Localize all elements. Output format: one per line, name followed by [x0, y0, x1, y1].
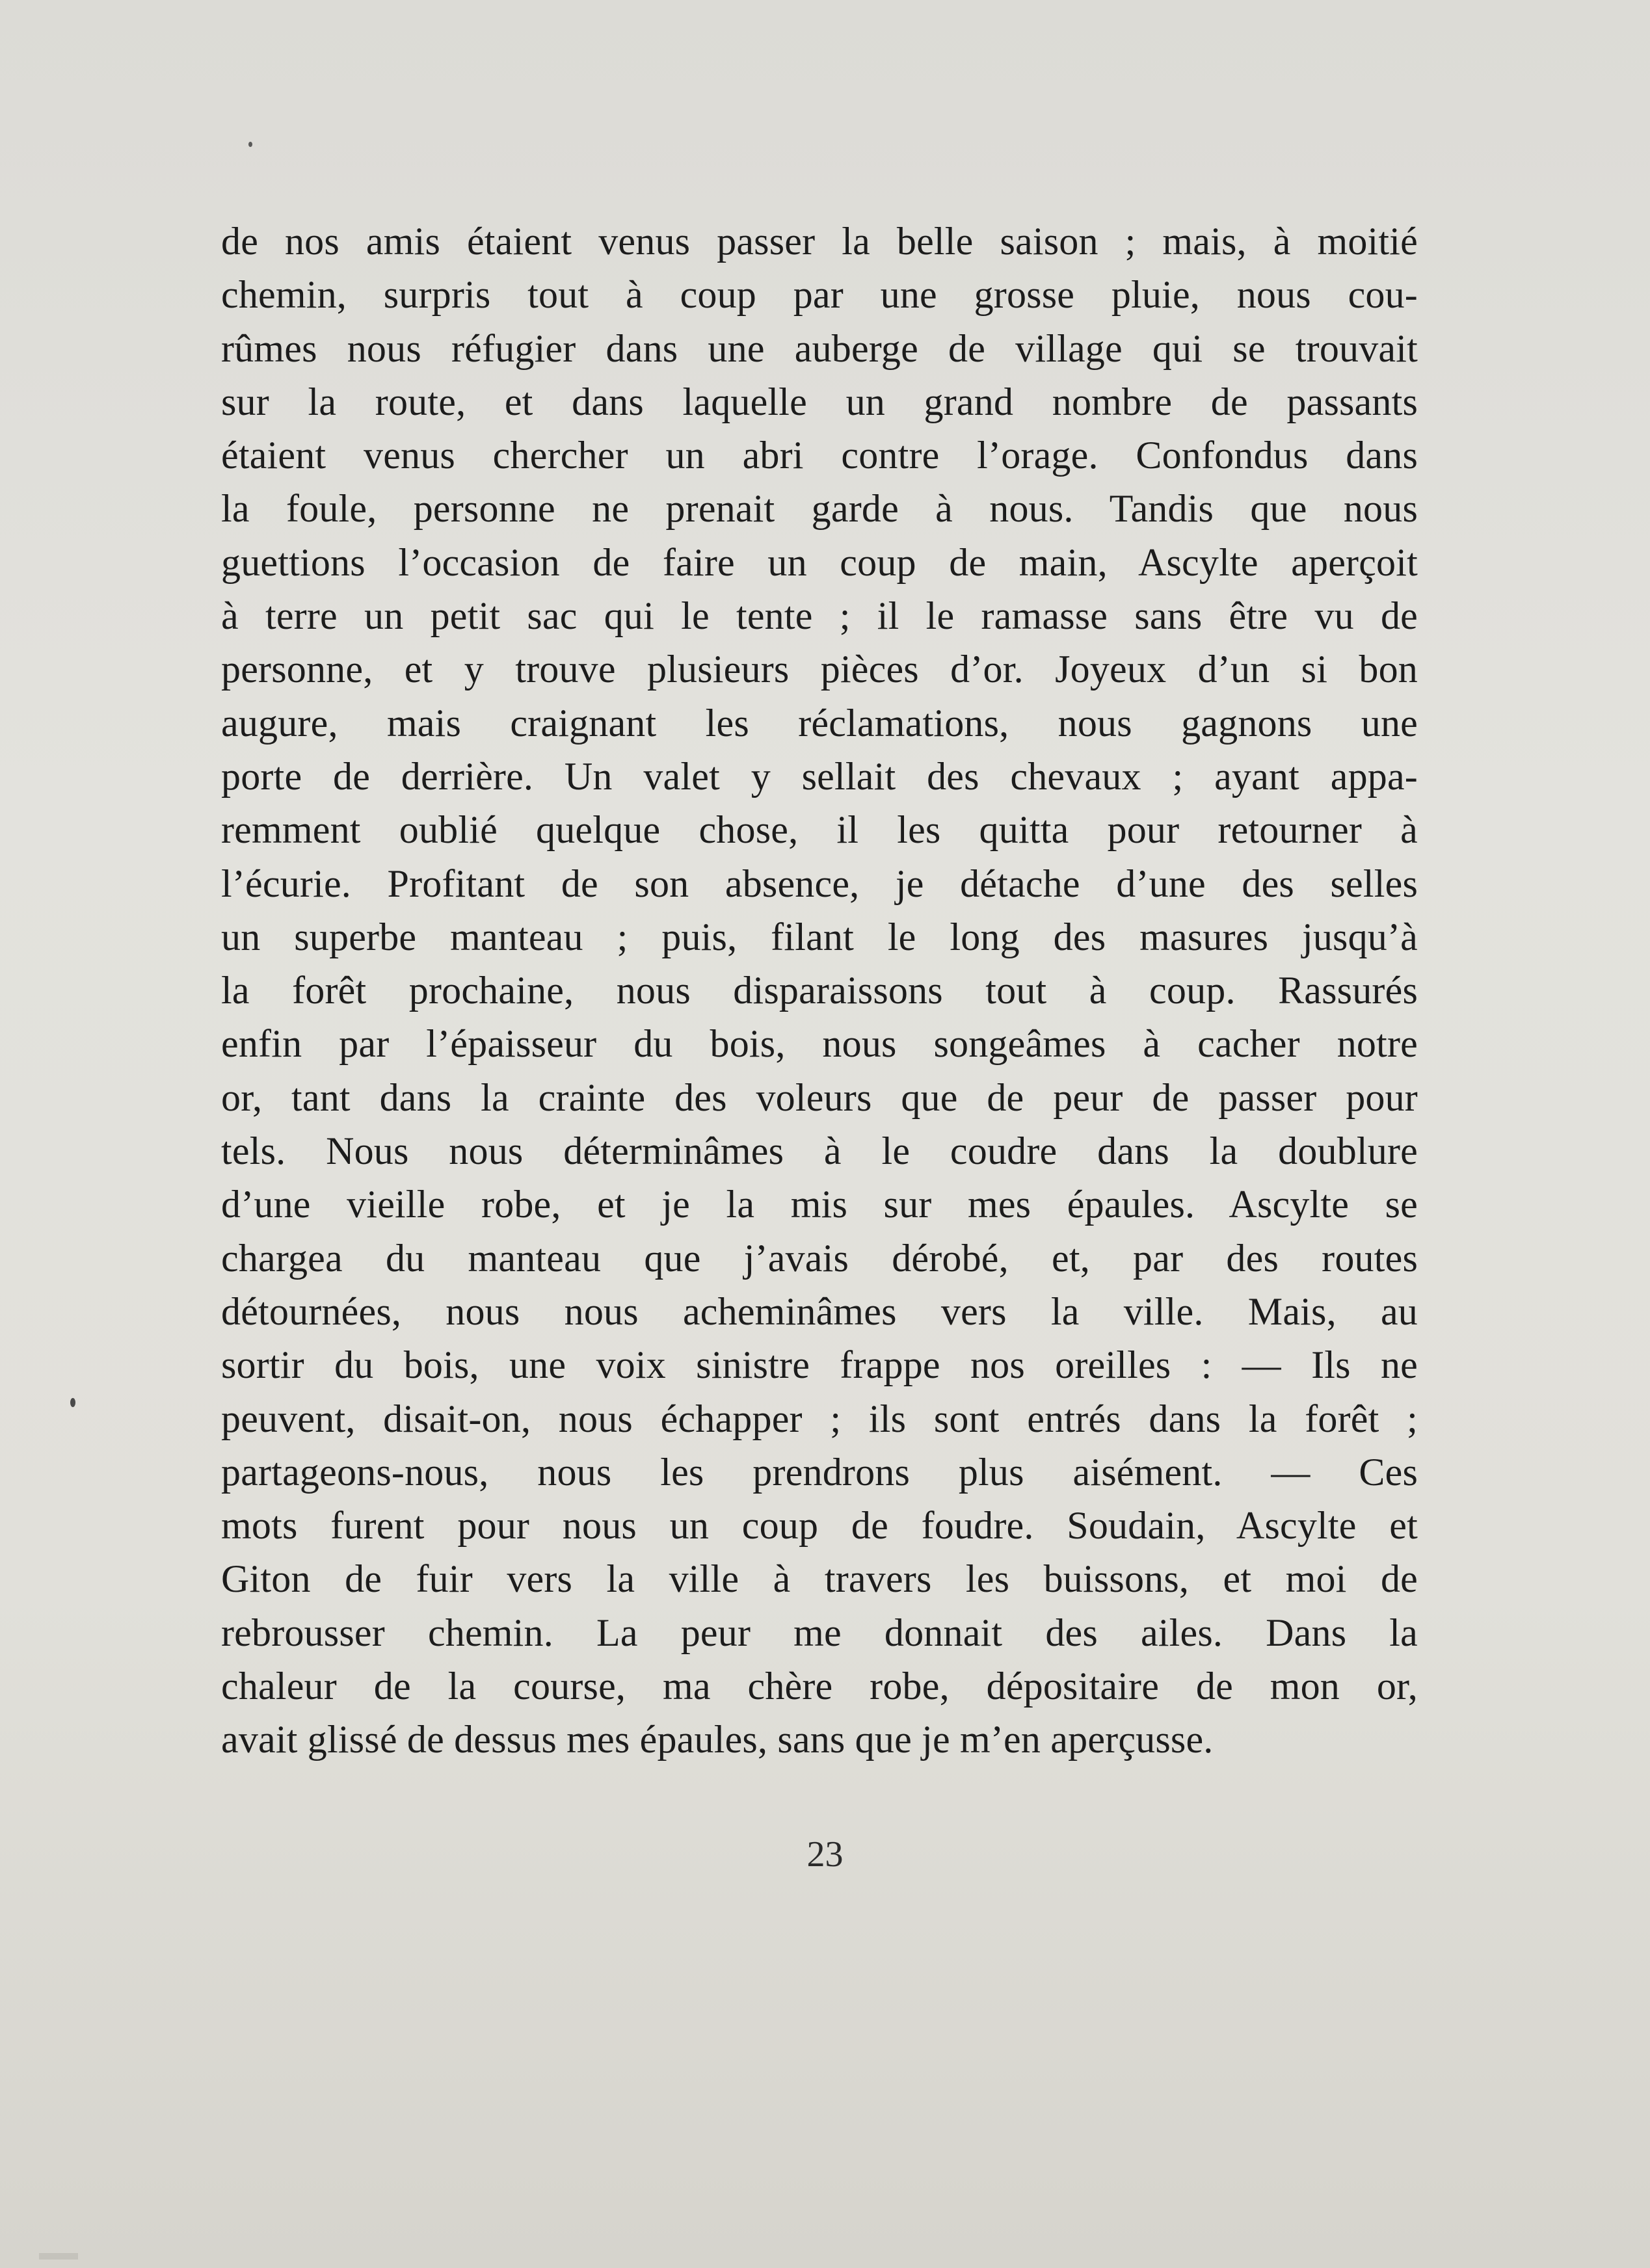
- text-line: détournées, nous nous acheminâmes vers la ville. Mais, au: [221, 1289, 1418, 1333]
- text-line: guettions l’occasion de faire un coup de main, Ascylte aperçoit: [221, 540, 1418, 584]
- text-line: peuvent, disait-on, nous échapper ; ils sont entrés dans la forêt ;: [221, 1397, 1418, 1440]
- text-line: sortir du bois, une voix sinistre frappe nos oreilles : — Ils ne: [221, 1343, 1418, 1387]
- text-line: tels. Nous nous déterminâmes à le coudre dans la doublure: [221, 1129, 1418, 1173]
- paper-edge-mark: [39, 2253, 78, 2260]
- text-line: partageons-nous, nous les prendrons plus aisément. — Ces: [221, 1450, 1418, 1494]
- text-line: étaient venus chercher un abri contre l’orage. Confondus dans: [221, 434, 1418, 477]
- text-line: enfin par l’épaisseur du bois, nous songeâmes à cacher notre: [221, 1022, 1418, 1066]
- text-line: or, tant dans la crainte des voleurs que de peur de passer pour: [221, 1075, 1418, 1119]
- text-line: de nos amis étaient venus passer la belle saison ; mais, à moitié: [221, 220, 1418, 263]
- text-line: à terre un petit sac qui le tente ; il le ramasse sans être vu de: [221, 594, 1418, 638]
- text-line: un superbe manteau ; puis, filant le long des masures jusqu’à: [221, 915, 1418, 958]
- text-line: personne, et y trouve plusieurs pièces d’or. Joyeux d’un si bon: [221, 648, 1418, 691]
- text-line: mots furent pour nous un coup de foudre. Soudain, Ascylte et: [221, 1504, 1418, 1548]
- text-line: avait glissé de dessus mes épaules, sans que je m’en aperçusse.: [221, 1718, 1214, 1761]
- text-line: chemin, surpris tout à coup par une grosse pluie, nous cou-: [221, 273, 1418, 317]
- text-line: porte de derrière. Un valet y sellait des chevaux ; ayant appa-: [221, 754, 1418, 798]
- text-line: remment oublié quelque chose, il les quitta pour retourner à: [221, 808, 1418, 852]
- page-number: 23: [806, 1834, 844, 1875]
- text-line: rûmes nous réfugier dans une auberge de village qui se trouvait: [221, 326, 1418, 370]
- text-line: augure, mais craignant les réclamations, nous gagnons une: [221, 701, 1418, 745]
- text-line: l’écurie. Profitant de son absence, je détache d’une des selles: [221, 862, 1418, 905]
- text-line: la foule, personne ne prenait garde à nous. Tandis que nous: [221, 487, 1418, 531]
- ink-speck: [70, 1398, 75, 1407]
- text-line: rebrousser chemin. La peur me donnait des ailes. Dans la: [221, 1611, 1418, 1654]
- body-text: [221, 215, 1418, 1767]
- text-line: chaleur de la course, ma chère robe, dépositaire de mon or,: [221, 1665, 1418, 1708]
- text-line: chargea du manteau que j’avais dérobé, et, par des routes: [221, 1236, 1418, 1280]
- text-line: la forêt prochaine, nous disparaissons tout à coup. Rassurés: [221, 969, 1418, 1012]
- text-line: d’une vieille robe, et je la mis sur mes épaules. Ascylte se: [221, 1183, 1418, 1226]
- ink-speck: [248, 142, 252, 147]
- text-line: sur la route, et dans laquelle un grand nombre de passants: [221, 380, 1418, 423]
- text-line: Giton de fuir vers la ville à travers les buissons, et moi de: [221, 1557, 1418, 1601]
